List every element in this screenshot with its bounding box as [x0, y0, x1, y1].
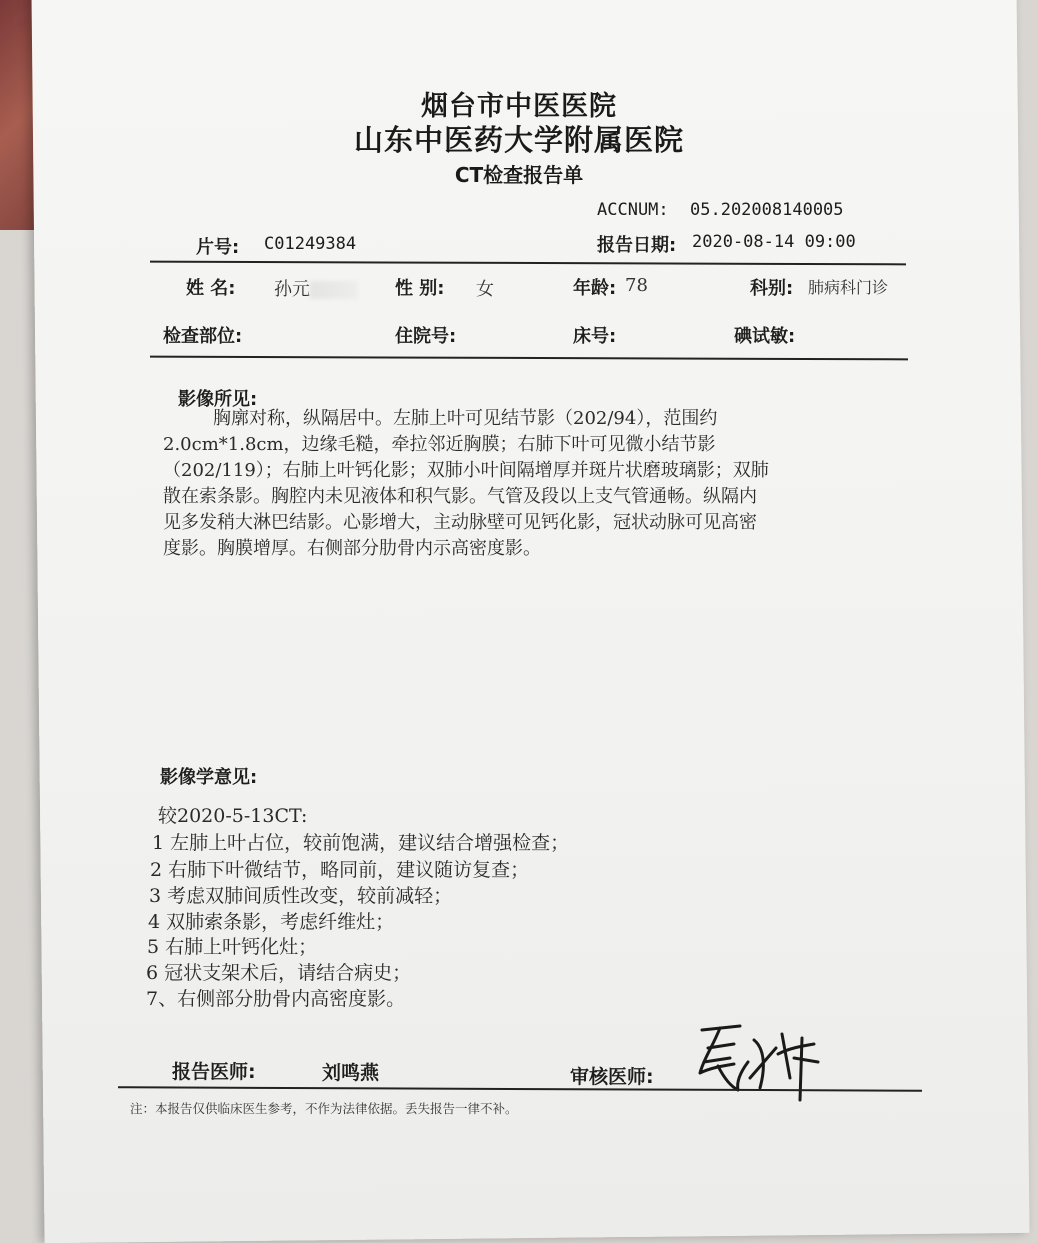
iodine-test-label: 碘试敏: [734, 326, 796, 347]
findings-line: 2.0cm*1.8cm，边缘毛糙，牵拉邻近胸膜；右肺下叶可见微小结节影 [163, 434, 716, 455]
hospital-name-secondary: 山东中医药大学附属医院 [353, 123, 684, 157]
reporting-doctor-label: 报告医师: [172, 1061, 256, 1083]
report-title: CT检查报告单 [454, 163, 584, 187]
film-no-value: C01249384 [264, 234, 357, 254]
report-date-value: 2020-08-14 09:00 [692, 232, 856, 252]
impression-item: 4 双肺索条影，考虑纤维灶； [148, 911, 395, 933]
impression-item: 5 右肺上叶钙化灶； [147, 936, 318, 958]
reviewing-doctor-label: 审核医师: [570, 1066, 654, 1088]
exam-site-label: 检查部位: [163, 326, 243, 347]
film-no-label: 片号: [196, 237, 240, 258]
sex-label: 性 别: [395, 278, 445, 299]
findings-line: 胸廓对称，纵隔居中。左肺上叶可见结节影（202/94），范围约 [213, 408, 718, 429]
impression-intro: 较2020-5-13CT: [158, 805, 308, 827]
report-date-label: 报告日期: [597, 235, 677, 256]
impression-heading: 影像学意见: [160, 767, 258, 788]
name-value: 孙元 [274, 275, 358, 301]
accnum-label: ACCNUM: [597, 200, 669, 220]
findings-text [163, 406, 863, 562]
disclaimer-note: 注：本报告仅供临床医生参考，不作为法律依据。丢失报告一律不补。 [130, 1101, 518, 1116]
inpatient-no-label: 住院号: [395, 326, 457, 347]
findings-heading: 影像所见: [178, 389, 258, 410]
accnum-value: 05.202008140005 [690, 200, 844, 220]
reporting-doctor-value: 刘鸣燕 [322, 1062, 380, 1084]
findings-line: 度影。胸膜增厚。右侧部分肋骨内示高密度影。 [163, 538, 541, 559]
bed-no-label: 床号: [573, 326, 617, 347]
impression-item: 6 冠状支架术后，请结合病史； [146, 962, 412, 984]
dept-value: 肺病科门诊 [808, 278, 889, 297]
age-label: 年龄: [573, 278, 617, 299]
findings-line: 散在索条影。胸腔内未见液体和积气影。气管及段以上支气管通畅。纵隔内 [163, 486, 757, 507]
impression-item: 3 考虑双肺间质性改变，较前减轻； [149, 885, 453, 907]
age-value: 78 [625, 275, 648, 296]
hospital-name-primary: 烟台市中医医院 [421, 91, 617, 122]
dept-label: 科别: [750, 278, 794, 299]
impression-item: 1 左肺上叶占位，较前饱满，建议结合增强检查； [152, 832, 570, 854]
redacted-name-mark [310, 281, 358, 299]
sex-value: 女 [476, 279, 494, 300]
impression-item: 2 右肺下叶微结节，略同前，建议随访复查； [150, 859, 530, 881]
name-label: 姓 名: [186, 278, 236, 299]
findings-line: 见多发稍大淋巴结影。心影增大，主动脉壁可见钙化影，冠状动脉可见高密 [163, 512, 757, 533]
findings-line: （202/119）；右肺上叶钙化影；双肺小叶间隔增厚并斑片状磨玻璃影；双肺 [163, 460, 769, 481]
impression-item: 7、右侧部分肋骨内高密度影。 [146, 988, 406, 1010]
